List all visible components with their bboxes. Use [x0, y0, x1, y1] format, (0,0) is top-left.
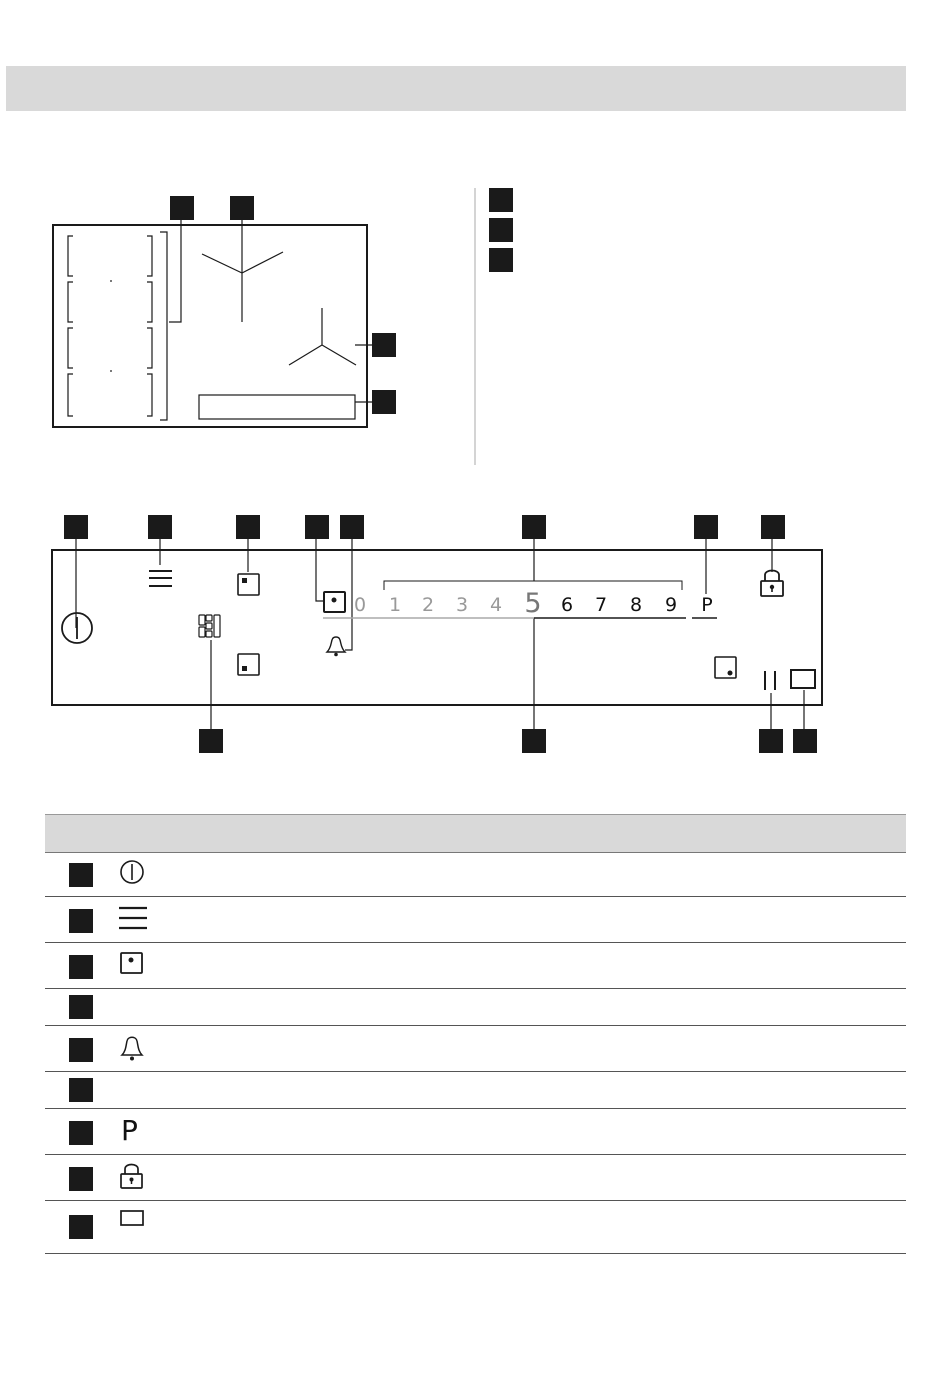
digit-3: 3: [455, 594, 469, 616]
panel-marker-8: [761, 515, 785, 539]
zone-select-right-icon: [715, 657, 736, 678]
table-row: [45, 1072, 906, 1109]
row-number-marker: [69, 1167, 93, 1191]
panel-marker-10: [522, 729, 546, 753]
row-number-marker: [69, 1038, 93, 1062]
digit-0: 0: [353, 594, 367, 616]
panel-marker-2: [148, 515, 172, 539]
zone-select-bottom-icon: [238, 654, 259, 675]
panel-marker-9: [199, 729, 223, 753]
zone-dot-icon: [324, 592, 345, 612]
leader-bell: [345, 538, 352, 650]
p-label: P: [701, 594, 713, 616]
scale-digits: [354, 588, 713, 619]
lock-icon: [119, 1161, 149, 1191]
digit-9: 9: [664, 594, 678, 616]
bridge-rectangle-icon: [119, 1209, 149, 1229]
table-row: [45, 943, 906, 989]
digit-2: 2: [421, 594, 435, 616]
row-number-marker: [69, 995, 93, 1019]
table-row: [45, 1201, 906, 1254]
row-number-marker: [69, 1215, 93, 1239]
power-icon: [119, 859, 149, 889]
table-row: [45, 1155, 906, 1201]
table-row: [45, 851, 906, 897]
bridge-icon: [199, 615, 220, 637]
digit-1: 1: [388, 594, 402, 616]
table-row: [45, 1109, 906, 1155]
panel-marker-1: [64, 515, 88, 539]
panel-marker-7: [694, 515, 718, 539]
panel-marker-4: [305, 515, 329, 539]
menu-icon: [119, 905, 153, 935]
bridge-rectangle-icon: [791, 670, 815, 688]
panel-marker-12: [793, 729, 817, 753]
table-row: [45, 989, 906, 1026]
row-number-marker: [69, 1078, 93, 1102]
bell-icon: [327, 637, 345, 656]
panel-marker-3: [236, 515, 260, 539]
leader-zone-dot: [316, 538, 323, 601]
power-icon: [62, 613, 92, 643]
menu-icon: [149, 571, 172, 586]
pause-icon: [765, 671, 775, 690]
panel-marker-11: [759, 729, 783, 753]
row-number-marker: [69, 909, 93, 933]
p-symbol: P: [121, 1114, 138, 1147]
zone-select-top-icon: [238, 574, 259, 595]
bell-icon: [119, 1033, 149, 1065]
panel-marker-6: [522, 515, 546, 539]
row-number-marker: [69, 955, 93, 979]
digit-6: 6: [560, 594, 574, 616]
lock-icon: [761, 571, 783, 597]
row-number-marker: [69, 863, 93, 887]
table-row: [45, 897, 906, 943]
digit-7: 7: [594, 594, 608, 616]
table-row: [45, 1026, 906, 1072]
digit-5: 5: [524, 588, 542, 619]
row-number-marker: [69, 1121, 93, 1145]
digit-4: 4: [489, 594, 503, 616]
table-header: [45, 814, 906, 853]
panel-marker-5: [340, 515, 364, 539]
zone-dot-icon: [119, 951, 149, 981]
digit-8: 8: [629, 594, 643, 616]
